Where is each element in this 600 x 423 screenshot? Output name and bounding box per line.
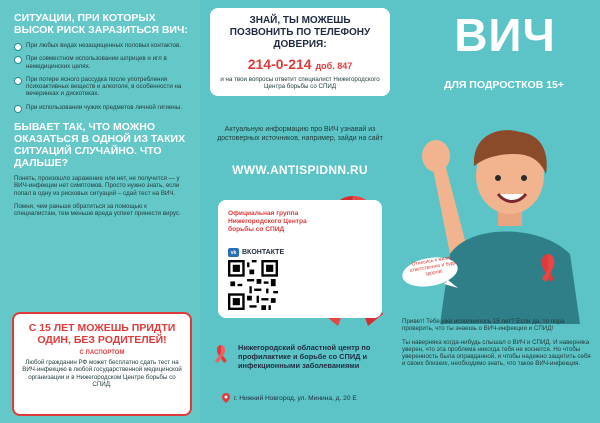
info-text: Актуальную информацию про ВИЧ узнавай из достоверных источников, например, зайди на сайт bbox=[217, 126, 383, 142]
passport-note: С ПАСПОРТОМ bbox=[79, 350, 125, 356]
what-next-paragraph-1: Понять, произошло заражение или нет, не получится — у ВИЧ-инфекции нет симптомов. Просто нужно знать, если попал в одну из рисковых ситуаций – сдай тест на ВИЧ. bbox=[14, 175, 180, 197]
address-text: г. Нижний Новгород, ул. Минина, д. 20 Е bbox=[234, 394, 357, 402]
age-15-body: Любой гражданин РФ может бесплатно сдать тест на ВИЧ-инфекцию в любой государственной медицинской организации и в Нижегородском Центре борьбы со СПИД. bbox=[22, 359, 182, 388]
vk-label: ВКОНТАКТЕ bbox=[242, 249, 285, 256]
phone-number: 214-0-214 bbox=[247, 56, 312, 72]
risk-heading: СИТУАЦИИ, ПРИ КОТОРЫХ ВЫСОК РИСК ЗАРАЗИТЬСЯ ВИЧ: bbox=[14, 12, 188, 36]
website-link[interactable]: WWW.ANTISPIDNN.RU bbox=[232, 163, 368, 177]
phone-extension: доб. 847 bbox=[315, 61, 353, 71]
risk-item: При любых видах незащищенных половых контактов. bbox=[14, 42, 188, 49]
risk-item: При использовании чужих предметов личной гигиены. bbox=[14, 104, 188, 111]
address bbox=[222, 393, 398, 403]
intro-text bbox=[402, 318, 594, 374]
main-subtitle: ДЛЯ ПОДРОСТКОВ 15+ bbox=[443, 79, 565, 91]
bubble-text: Отнесись к жизни ответственно и будь здоров! bbox=[409, 254, 457, 278]
what-next-heading: БЫВАЕТ ТАК, ЧТО МОЖНО ОКАЗАТЬСЯ В ОДНОЙ ИЗ ТАКИХ СИТУАЦИЙ СЛУЧАЙНО. ЧТО ДАЛЬШЕ? bbox=[14, 121, 186, 170]
organization-block bbox=[210, 343, 400, 370]
vk-group-title: Официальная группа Нижегородского Центра борьбы со СПИД bbox=[228, 210, 307, 233]
organization-name: Нижегородский областной центр по профилактике и борьбе со СПИД и инфекционными заболеваниями bbox=[238, 343, 371, 370]
intro-paragraph-1: Привет! Тебе уже исполнилось 15 лет? Если да, то пора проверить, что ты знаешь о ВИЧ-инфекции и СПИД! bbox=[402, 318, 565, 333]
what-next-paragraph-2: Помни, чем раньше обратиться за помощью к специалистам, тем меньше вреда успеет принести вирус. bbox=[14, 202, 181, 218]
age-15-title: С 15 ЛЕТ МОЖЕШЬ ПРИДТИ ОДИН, БЕЗ РОДИТЕЛЕЙ! bbox=[28, 322, 176, 346]
risk-list bbox=[14, 42, 188, 111]
risk-item: При потере ясного рассудка после употребления психоактивных веществ и алкоголя, в особенности на вечеринках и дискотеках. bbox=[14, 76, 188, 98]
vk-group-card bbox=[218, 200, 382, 318]
vk-logo-icon: vk bbox=[228, 248, 239, 257]
intro-paragraph-2: Ты наверняка когда-нибудь слышал о ВИЧ и СПИД. И наверняка уверен, что эта проблема никогда тебя не коснется. Но чтобы уверенность была оправданной, и чтобы надежно защитить себя и своих близких, необходимо знать, что такое ВИЧ-инфекция. bbox=[402, 338, 591, 368]
boy-illustration bbox=[410, 104, 590, 324]
risk-item: При совместном использовании шприцев и игл в немедицинских целях. bbox=[14, 55, 188, 70]
middle-panel bbox=[200, 0, 400, 423]
hotline-title: ЗНАЙ, ТЫ МОЖЕШЬ ПОЗВОНИТЬ ПО ТЕЛЕФОНУ ДОВЕРИЯ: bbox=[229, 15, 371, 50]
hotline-phone[interactable] bbox=[218, 56, 382, 72]
hotline-subtitle: и на твои вопросы ответит специалист Нижегородского Центра борьбы со СПИД bbox=[220, 76, 380, 91]
location-pin-icon bbox=[222, 393, 230, 403]
qr-code-icon[interactable] bbox=[228, 260, 278, 310]
vk-link[interactable] bbox=[228, 248, 284, 257]
hotline-card bbox=[210, 8, 390, 96]
organization-logo-icon bbox=[210, 343, 232, 365]
right-panel bbox=[400, 0, 600, 423]
main-title: ВИЧ bbox=[454, 9, 556, 61]
age-15-box bbox=[12, 312, 192, 416]
